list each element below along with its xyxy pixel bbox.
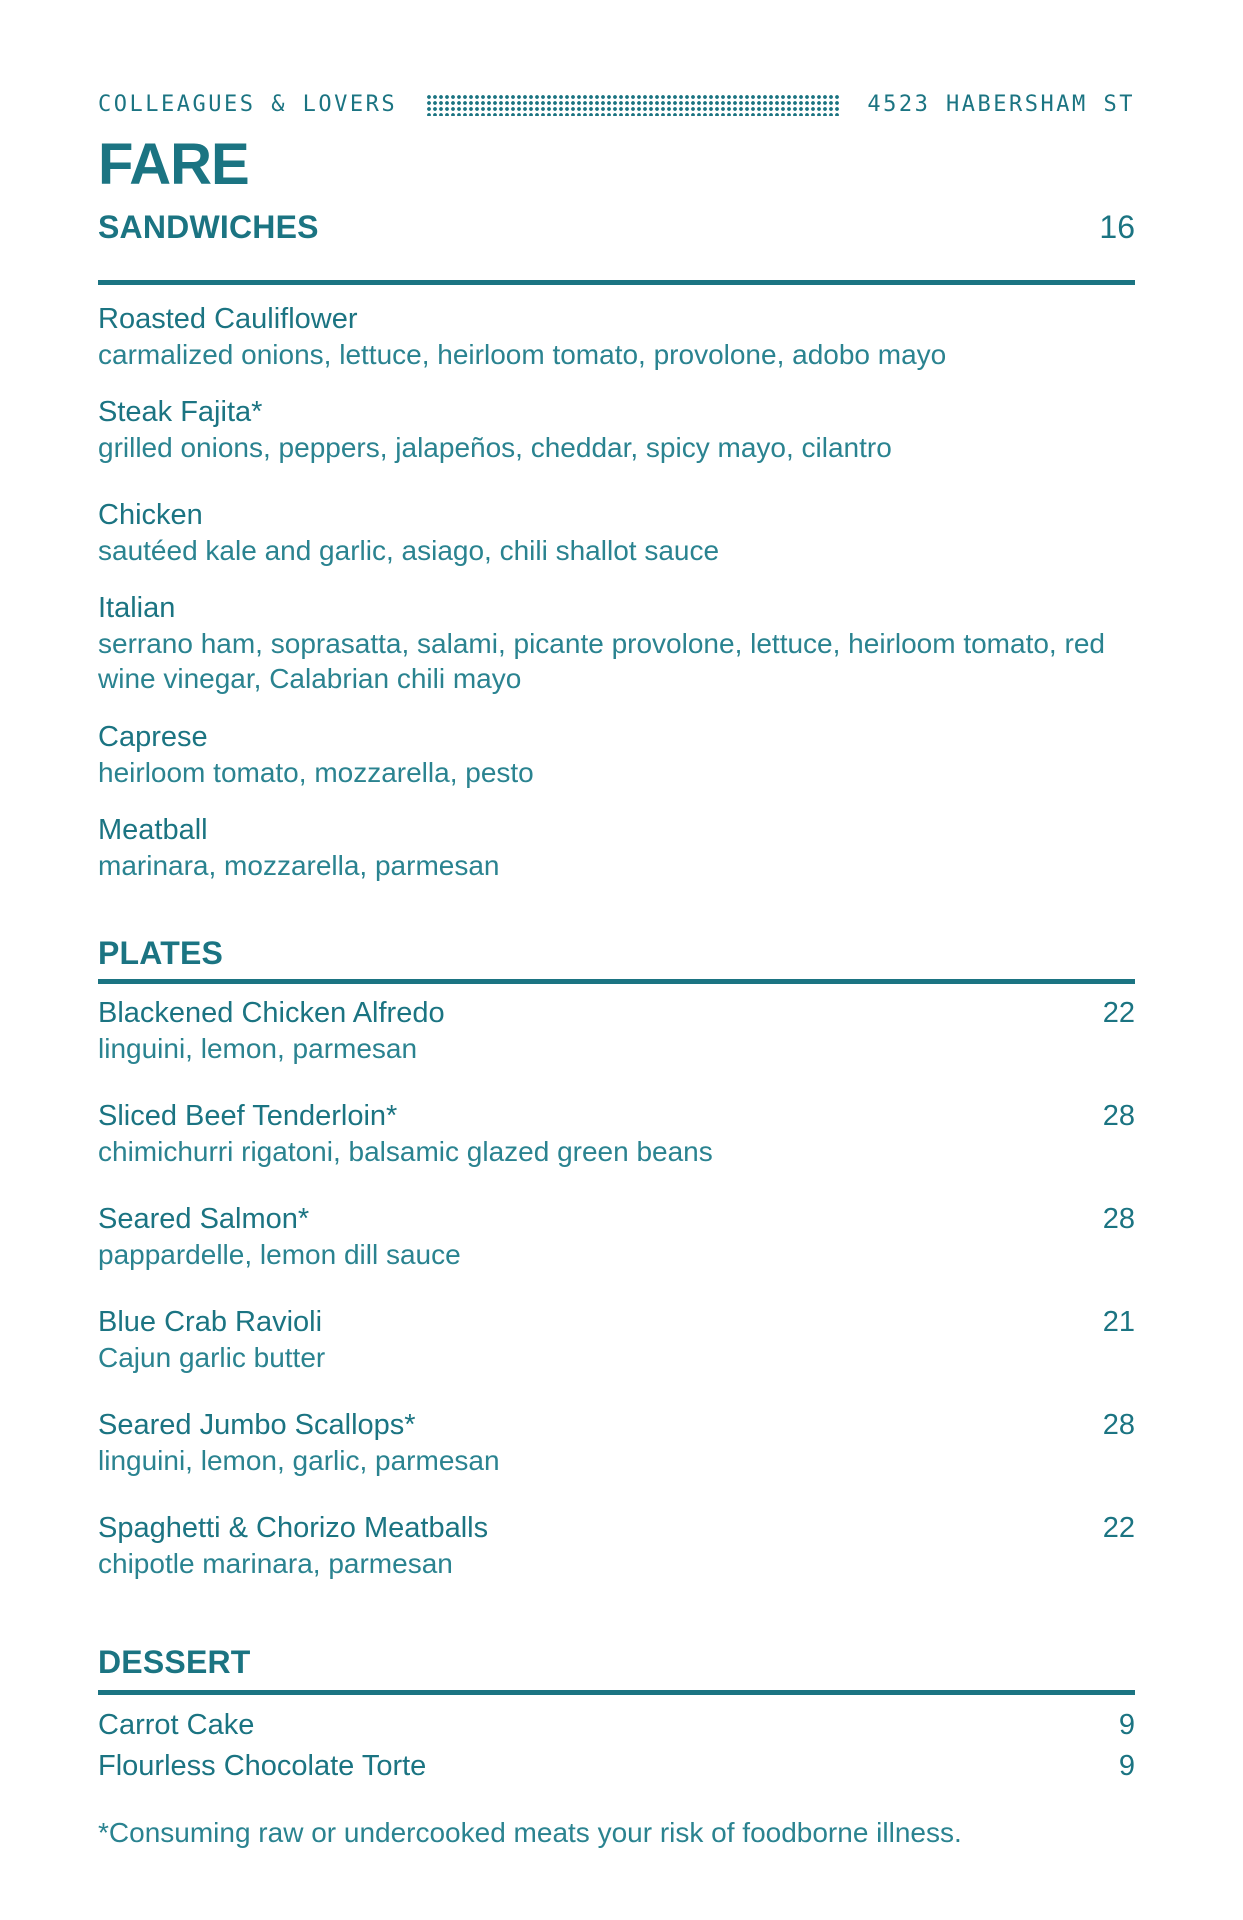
- menu-item: [98, 996, 1135, 1066]
- menu-item: [98, 1099, 1135, 1169]
- top-bar: [98, 92, 1135, 122]
- item-description: chimichurri rigatoni, balsamic glazed green beans: [98, 1136, 713, 1167]
- menu-item: [98, 395, 1135, 465]
- item-name: Meatball: [98, 814, 208, 846]
- item-description: pappardelle, lemon dill sauce: [98, 1239, 461, 1270]
- item-description: serrano ham, soprasatta, salami, picante provolone, lettuce, heirloom tomato, red wine vinegar, Calabrian chili mayo: [98, 628, 1105, 694]
- item-description: marinara, mozzarella, parmesan: [98, 850, 500, 881]
- item-price: 22: [1102, 1512, 1135, 1544]
- menu-item: [98, 813, 1135, 883]
- section-title-sandwiches: SANDWICHES: [98, 209, 319, 245]
- item-description: linguini, lemon, garlic, parmesan: [98, 1445, 500, 1476]
- section-price-sandwiches: 16: [1099, 209, 1135, 245]
- section-divider: [98, 280, 1135, 285]
- item-price: 22: [1102, 997, 1135, 1029]
- item-description: heirloom tomato, mozzarella, pesto: [98, 757, 534, 788]
- item-name: Blackened Chicken Alfredo: [98, 997, 445, 1029]
- menu-item: [98, 1708, 1135, 1743]
- item-name: Flourless Chocolate Torte: [98, 1750, 427, 1782]
- footnote: *Consuming raw or undercooked meats your risk of foodborne illness.: [98, 1817, 962, 1848]
- menu-item: [98, 591, 1135, 696]
- item-name: Roasted Cauliflower: [98, 303, 358, 335]
- menu-item: [98, 1202, 1135, 1272]
- item-name: Blue Crab Ravioli: [98, 1306, 323, 1338]
- item-price: 28: [1102, 1100, 1135, 1132]
- restaurant-name: COLLEAGUES & LOVERS: [98, 92, 398, 117]
- section-title-plates: PLATES: [98, 935, 224, 971]
- item-price: 9: [1118, 1709, 1135, 1741]
- section-divider: [98, 1690, 1135, 1695]
- item-name: Seared Salmon*: [98, 1203, 310, 1235]
- item-name: Caprese: [98, 721, 208, 753]
- item-name: Italian: [98, 592, 176, 624]
- page-title: FARE: [98, 132, 249, 197]
- item-description: Cajun garlic butter: [98, 1342, 326, 1373]
- item-description: grilled onions, peppers, jalapeños, cheddar, spicy mayo, cilantro: [98, 432, 892, 463]
- menu-item: [98, 1749, 1135, 1784]
- item-price: 9: [1118, 1750, 1135, 1782]
- item-name: Carrot Cake: [98, 1709, 255, 1741]
- item-price: 28: [1102, 1203, 1135, 1235]
- item-price: 21: [1102, 1306, 1135, 1338]
- item-name: Sliced Beef Tenderloin*: [98, 1100, 398, 1132]
- item-description: chipotle marinara, parmesan: [98, 1548, 453, 1579]
- section-divider: [98, 979, 1135, 984]
- section-title-dessert: DESSERT: [98, 1644, 251, 1680]
- menu-item: [98, 720, 1135, 790]
- menu-page: [98, 0, 1135, 1920]
- item-description: carmalized onions, lettuce, heirloom tomato, provolone, adobo mayo: [98, 339, 947, 370]
- dot-pattern-divider: [426, 94, 840, 116]
- menu-item: [98, 1305, 1135, 1375]
- item-price: 28: [1102, 1409, 1135, 1441]
- menu-item: [98, 1408, 1135, 1478]
- item-name: Steak Fajita*: [98, 396, 263, 428]
- item-name: Chicken: [98, 499, 203, 531]
- item-description: linguini, lemon, parmesan: [98, 1033, 418, 1064]
- item-name: Seared Jumbo Scallops*: [98, 1409, 416, 1441]
- item-description: sautéed kale and garlic, asiago, chili shallot sauce: [98, 535, 720, 566]
- menu-item: [98, 498, 1135, 568]
- menu-item: [98, 302, 1135, 372]
- restaurant-address: 4523 HABERSHAM ST: [867, 92, 1135, 117]
- menu-item: [98, 1511, 1135, 1581]
- item-name: Spaghetti & Chorizo Meatballs: [98, 1512, 489, 1544]
